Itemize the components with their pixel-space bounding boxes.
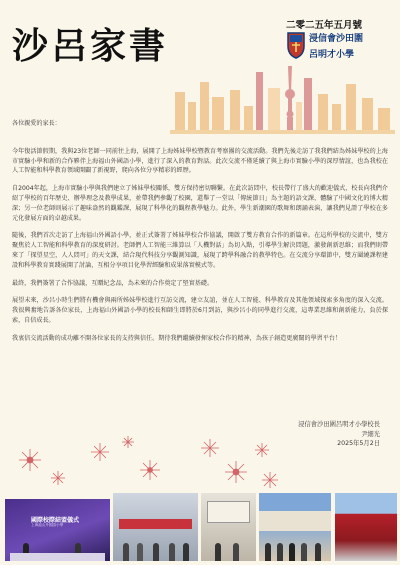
building-facade — [259, 511, 331, 531]
photo-group-outdoor — [259, 493, 331, 561]
school-crest-icon — [286, 30, 306, 60]
person-figure — [169, 543, 175, 561]
letter-paragraph-6: 我衷信交流活動的成功離不開各位家長的支持與信任。期待我們繼續發揮家校合作的精神，為孩子創造更廣闊的學習平台！ — [12, 334, 342, 342]
person-figure — [215, 543, 221, 561]
school-signboard — [207, 501, 250, 523]
person-figure — [233, 543, 239, 561]
photo-school-gate — [201, 493, 256, 561]
person-figure — [289, 543, 295, 561]
person-figure — [153, 543, 159, 561]
signing-table — [10, 553, 105, 561]
newsletter-title: 沙呂家書 — [12, 25, 169, 67]
letter-paragraph-5: 展望未來，沙呂小時生們將有機會與兩所姊妹學校進行互訪交流，建立友誼，並在人工智能、科學教育及其他領域探索多角度的深入交流。我很興奮地告訴各位家長，上海福山外國語小學的校長和師生即將於6月到訪，與沙呂小的同學進行交流，這專業思維和創新能力，負於探索，自信成長。 — [12, 297, 388, 324]
person-figure — [277, 543, 283, 561]
person-figure — [301, 543, 307, 561]
photo-strip — [5, 493, 397, 563]
letter-paragraph-2: 自2004年起，上海市實驗小學與我們建立了姊妹學校關係，雙方保持密切聯繫。在此次訪問中，校長帶行了盛大的歡迎儀式，校長向我們介紹了學校的百年歷史、辦學理念及教學成果，並帶我們參觀了校園，還舉了一堂以「傳統節日」為主題的語文課，體驗了中國文化的博大精深；另一位老師則展示了趣味盎然的觀鑑課，展現了科學化的觀程教學魅力。此外，學生新潮園的歌舞和朗誦表演，讓我們見證了學校在多元化發展方面的卓越成果。 — [12, 185, 388, 222]
person-figure — [183, 543, 189, 561]
signature-date: 2025年5月2日 — [337, 440, 380, 447]
person-figure — [315, 543, 321, 561]
letter-body — [12, 119, 388, 352]
person-figure — [123, 543, 129, 561]
school-name-line1: 浸信會沙田圍 — [309, 34, 364, 44]
letter-paragraph-1: 今年復活節假期，我與23位老師一同前往上海，展開了上海姊妹學校暨教育考察團的交流活動。我們先後走訪了我我們結為姊妹學校的上海市實驗小學和新的合作夥伴上海福山外國語小學，進行了深入的教育對話。此次交流不僅延續了與上海市實驗小學的深厚情誼，也為我校在人工智能和科學教育領域開闢了新視野，爬向各位分享精彩的經歷。 — [12, 147, 388, 175]
photo-group-banner — [113, 493, 198, 561]
letter-paragraph-4: 最終，我們簽署了合作協議，互贈紀念品，為未來的合作奠定了堅實基礎。 — [12, 279, 214, 287]
school-name-line2: 呂明才小學 — [309, 50, 355, 60]
person-figure — [137, 543, 143, 561]
letter-paragraph-3: 隨後，我們首次走訪了上海福山外國語小學，並正式簽署了姊妹學校合作協議，開啟了雙方教育合作的新篇章。在這所學校的交流中，雙方聚焦於人工智能和科學教育的深度研討。老師們人工智能三維算以「人機對話」為切入點，引導學生解決問題，激發創新思維；而我們則帶來了「探望星空，人人問可」的天文課，結合現代科技分享觀測知識，展現了跨學科融合的教學特色。在交流分享環節中，雙方圍繞課程建設和科學教育實踐展開了討論，互相分享項目化學習經驗和成果落實模式等。 — [12, 232, 388, 269]
letter-salutation: 各位親愛的家長： — [12, 120, 61, 127]
photo-china-pavilion — [335, 493, 397, 561]
person-figure — [265, 543, 271, 561]
fireworks-decoration — [0, 430, 400, 495]
photo-signing-ceremony — [5, 499, 110, 561]
ceremony-banner-text: 國際校際結盟儀式 — [31, 517, 80, 524]
issue-date: 二零二五年五月號 — [286, 20, 363, 31]
signature-organization: 浸信會沙田圍呂明才小學校長 — [298, 421, 380, 428]
group-banner — [119, 519, 192, 529]
ceremony-banner-subtext: 上海福山外國語小學 — [31, 523, 64, 527]
signature-name: 尹細光 — [361, 430, 380, 438]
